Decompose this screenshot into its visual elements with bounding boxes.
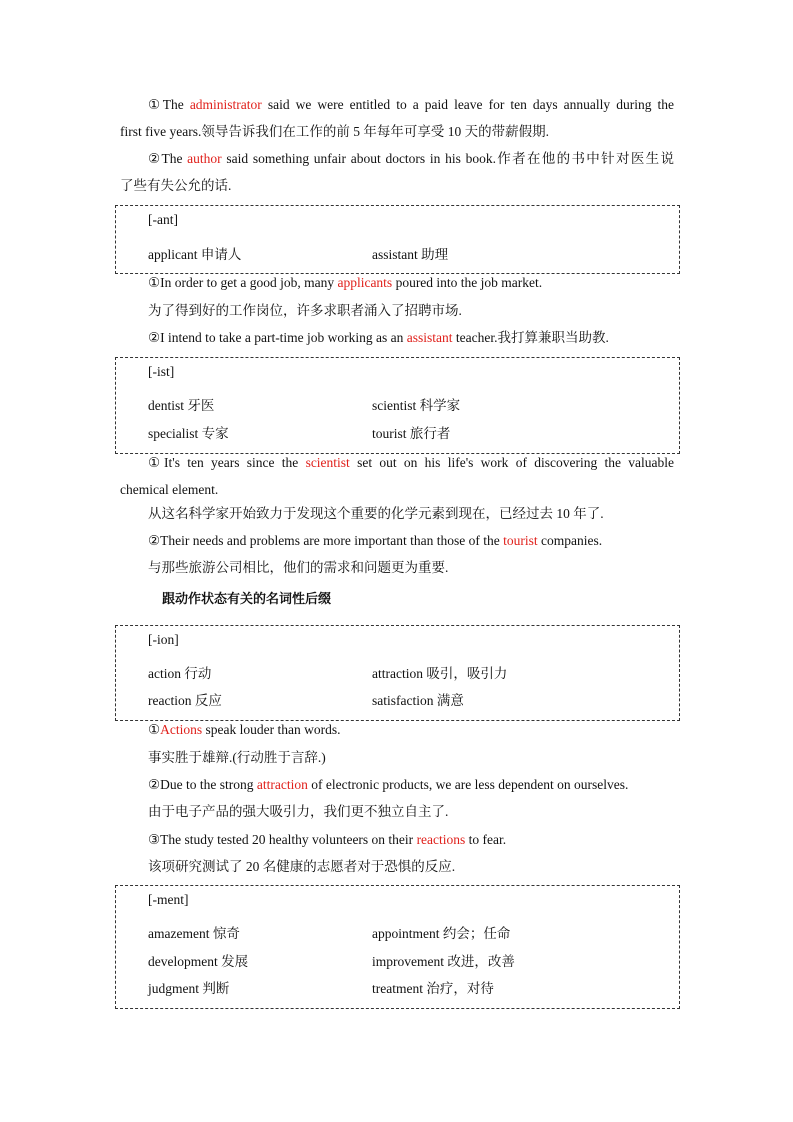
example-applicants-en: ①In order to get a good job, many applicants poured into the job market. [148, 275, 543, 290]
word-entry: satisfaction 满意 [372, 693, 464, 708]
example-reactions-en: ③The study tested 20 healthy volunteers on their reactions to fear. [148, 832, 507, 847]
section-heading: 跟动作状态有关的名词性后缀 [162, 592, 332, 607]
word-entry: scientist 科学家 [372, 398, 461, 413]
word-entry: applicant 申请人 [148, 247, 242, 262]
word-entry: development 发展 [148, 954, 249, 969]
example-reactions-cn: 该项研究测试了 20 名健康的志愿者对于恐惧的反应. [148, 859, 456, 874]
circled-number: ① [148, 455, 165, 470]
keyword: scientist [305, 455, 350, 470]
example-applicants-cn: 为了得到好的工作岗位，许多求职者涌入了招聘市场. [148, 303, 462, 318]
example-attraction-cn: 由于电子产品的强大吸引力，我们更不独立自主了. [148, 804, 449, 819]
keyword: author [187, 151, 222, 166]
example-author-en: ②The author said something unfair about doctors in his book.作者在他的书中针对医生说 [148, 151, 674, 166]
keyword: assistant [406, 330, 453, 345]
circled-number: ② [148, 777, 161, 792]
example-attraction-en: ②Due to the strong attraction of electronic products, we are less dependent on ourselves. [148, 777, 629, 792]
keyword: attraction [256, 777, 308, 792]
suffix-header: [-ist] [148, 364, 175, 379]
word-entry: amazement 惊奇 [148, 926, 240, 941]
word-entry: appointment 约会；任命 [372, 926, 511, 941]
keyword: administrator [189, 97, 262, 112]
example-administrator-line2: first five years.领导告诉我们在工作的前 5 年每年可享受 10 天的带薪假期. [120, 124, 549, 139]
example-tourist-cn: 与那些旅游公司相比，他们的需求和问题更为重要. [148, 560, 449, 575]
keyword: tourist [503, 533, 538, 548]
example-actions-cn: 事实胜于雄辩.(行动胜于言辞.) [148, 750, 326, 765]
circled-number: ① [148, 97, 163, 112]
suffix-box-ment [115, 885, 680, 1009]
circled-number: ③ [148, 832, 161, 847]
example-tourist-en: ②Their needs and problems are more important than those of the tourist companies. [148, 533, 603, 548]
example-scientist-en: ①It's ten years since the scientist set out on his life's work of discovering the valuable [148, 455, 674, 470]
example-scientist-line2: chemical element. [120, 482, 219, 497]
suffix-box-ant [115, 205, 680, 274]
word-entry: tourist 旅行者 [372, 426, 451, 441]
suffix-box-ion [115, 625, 680, 721]
example-assistant-en: ②I intend to take a part-time job working as an assistant teacher.我打算兼职当助教. [148, 330, 609, 345]
suffix-header: [-ion] [148, 632, 179, 647]
example-administrator-en: ①The administrator said we were entitled to a paid leave for ten days annually during the [148, 97, 674, 112]
word-entry: dentist 牙医 [148, 398, 215, 413]
example-author-line2: 了些有失公允的话. [120, 178, 232, 193]
example-scientist-cn: 从这名科学家开始致力于发现这个重要的化学元素到现在，已经过去 10 年了. [148, 506, 604, 521]
circled-number: ① [148, 275, 161, 290]
circled-number: ② [148, 330, 161, 345]
example-actions-en: ①Actions speak louder than words. [148, 722, 341, 737]
suffix-box-ist [115, 357, 680, 454]
word-entry: specialist 专家 [148, 426, 229, 441]
word-entry: action 行动 [148, 666, 212, 681]
keyword: applicants [337, 275, 393, 290]
word-entry: attraction 吸引，吸引力 [372, 666, 508, 681]
word-entry: treatment 治疗，对待 [372, 981, 494, 996]
circled-number: ① [148, 722, 161, 737]
circled-number: ② [148, 533, 161, 548]
keyword: Actions [160, 722, 203, 737]
word-entry: judgment 判断 [148, 981, 230, 996]
keyword: reactions [416, 832, 466, 847]
suffix-header: [-ant] [148, 212, 178, 227]
word-entry: reaction 反应 [148, 693, 222, 708]
word-entry: assistant 助理 [372, 247, 449, 262]
circled-number: ② [148, 151, 162, 166]
suffix-header: [-ment] [148, 892, 189, 907]
word-entry: improvement 改进，改善 [372, 954, 515, 969]
